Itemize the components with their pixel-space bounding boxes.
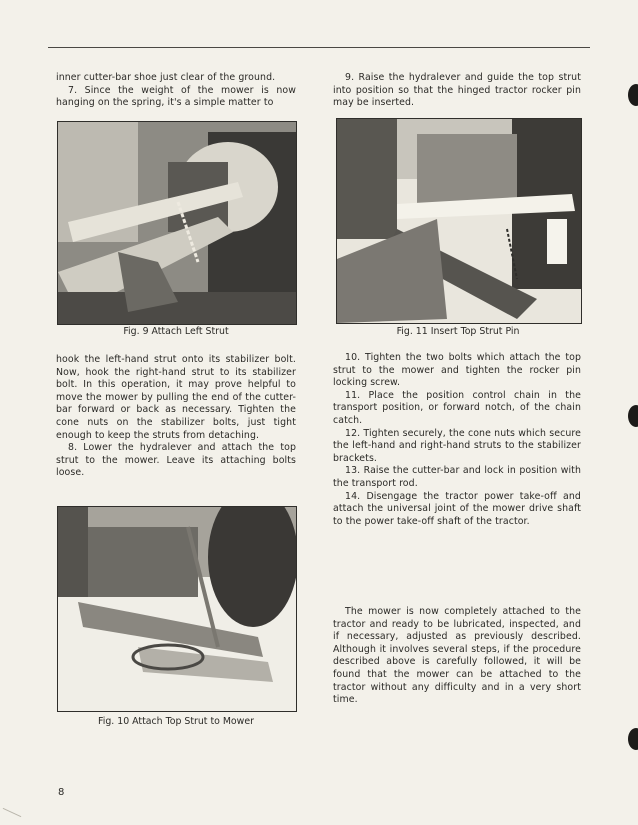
paragraph-step-11: 11. Place the position control chain in the transport position, or forward notch, of the chain catch. bbox=[333, 389, 581, 426]
page-corner-crease bbox=[3, 808, 22, 817]
fig10-photo bbox=[57, 506, 297, 712]
fig9-photo bbox=[57, 121, 297, 325]
paragraph-step-13: 13. Raise the cutter-bar and lock in position with the transport rod. bbox=[333, 465, 581, 489]
fig11-photo bbox=[336, 118, 582, 324]
paragraph-step-14: 14. Disengage the tractor power take-off and attach the universal joint of the mower drive shaft to the power take-off shaft of the tractor. bbox=[333, 490, 581, 527]
right-closing-text bbox=[333, 606, 581, 707]
page-number: 8 bbox=[58, 787, 65, 798]
paragraph-step-12: 12. Tighten securely, the cone nuts which secure the left-hand and right-hand struts to the stabilizer brackets. bbox=[333, 427, 581, 464]
fig9-caption: Fig. 9 Attach Left Strut bbox=[123, 326, 229, 337]
paragraph-step-7: 7. Since the weight of the mower is now hanging on the spring, it's a simple matter to bbox=[56, 84, 296, 109]
header-rule bbox=[48, 47, 590, 48]
right-steps-text bbox=[333, 352, 581, 528]
paragraph-step-9: 9. Raise the hydralever and guide the top strut into position so that the hinged tractor rocker pin may be inserted. bbox=[333, 72, 581, 109]
binder-hole bbox=[628, 405, 638, 427]
binder-hole bbox=[628, 728, 638, 750]
fig11-caption: Fig. 11 Insert Top Strut Pin bbox=[396, 326, 520, 337]
right-top-text bbox=[333, 72, 581, 110]
paragraph: inner cutter-bar shoe just clear of the ground. bbox=[56, 72, 276, 83]
left-top-text bbox=[56, 72, 296, 110]
left-middle-text bbox=[56, 354, 296, 480]
paragraph-step-10: 10. Tighten the two bolts which attach the top strut to the mower and tighten the rocker pin locking screw. bbox=[333, 352, 581, 389]
paragraph: hook the left-hand strut onto its stabilizer bolt. Now, hook the right-hand strut to its stabilizer bolt. In this operation, it may prove helpful to move the mower by pulling the end of the cutter-bar forward or back as necessary. Tighten the cone nuts on the stabilizer bolts, just tight enough to keep the struts from detaching. bbox=[56, 354, 296, 441]
closing-paragraph: The mower is now completely attached to the tractor and ready to be lubricated, inspected, and if necessary, adjusted as previously described. Although it involves several steps, if the procedure described above is carefully followed, it will be found that the mower can be attached to the tractor without any difficulty and in a very short time. bbox=[333, 606, 581, 706]
binder-hole bbox=[628, 84, 638, 106]
paragraph-step-8: 8. Lower the hydralever and attach the top strut to the mower. Leave its attaching bolts loose. bbox=[56, 442, 296, 479]
fig10-caption: Fig. 10 Attach Top Strut to Mower bbox=[98, 716, 254, 727]
